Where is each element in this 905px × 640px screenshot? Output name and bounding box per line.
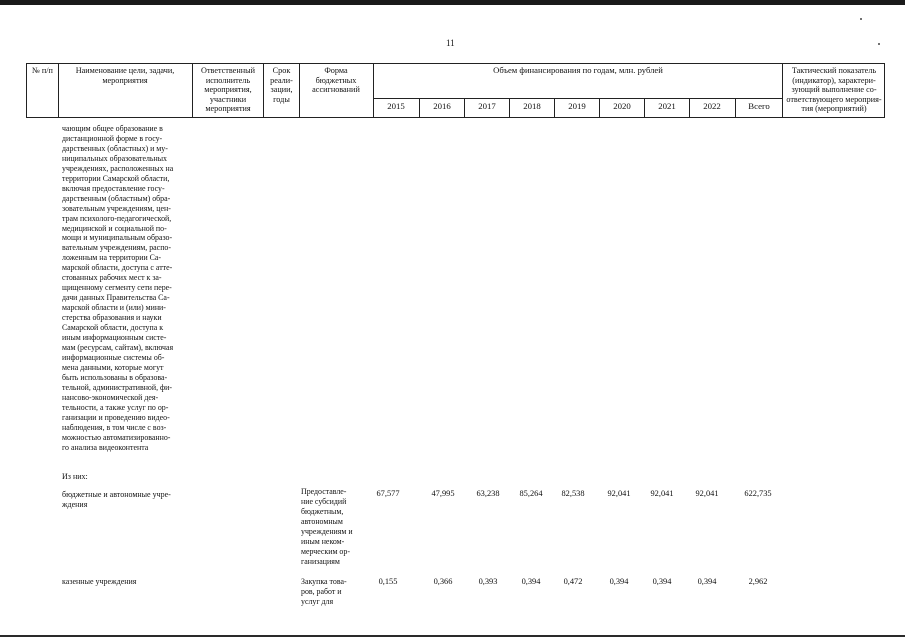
- top-scan-border: [0, 0, 905, 5]
- value-2016: 0,366: [433, 577, 453, 586]
- row-name: бюджетные и автономные учре- ждения: [62, 490, 171, 509]
- year-2017: 2017: [478, 101, 496, 111]
- row-form: Предоставле- ние субсидий бюджетным, автономным учреждениям и иным неком- мерческим ор- ганизациям: [301, 487, 353, 566]
- value-2019: 0,472: [563, 577, 583, 586]
- value-2017: 0,393: [478, 577, 498, 586]
- value-2021: 0,394: [652, 577, 672, 586]
- value-2016: 47,995: [431, 489, 455, 498]
- measure-description: чающим общее образование в дистанционной форме в госу- дарственных (областных) и му- ниципальных образовательных учреждениях, расположенных на территории Самарской области, включая предоставление госу- дарственным (областным) обра- зовательным учреждениям, цен- трам психолого-педагогической, медицинской и социальной по- мощи и муниципальным образо- вательным учреждениям, распо- ложенным на территории Са- марской области, доступа с атте- стованных рабочих мест к за- щищенному сегменту сети пере- дачи данных Правительства Са- марской области и (или) мини- стерства образования и науки Самарской области, доступа к иным информационным систе- мам (ресурсам, сайтам), включая информационные системы об- мена данными, которые могут быть использованы в образова- тельной, административной, фи- нансово-экономической дея- тельности, а также услуг по ор- ганизации и проведению видео- наблюдения, в том числе с воз- можностью автоматизированно- го анализа видеоконтента: [62, 124, 174, 452]
- value-2019: 82,538: [561, 489, 585, 498]
- header-name: Наименование цели, задачи, мероприятия: [75, 66, 175, 85]
- year-2019: 2019: [568, 101, 586, 111]
- value-total: 2,962: [748, 577, 768, 586]
- value-2018: 0,394: [521, 577, 541, 586]
- value-2020: 92,041: [607, 489, 631, 498]
- of-which-label: Из них:: [62, 472, 88, 481]
- value-2015: 0,155: [378, 577, 398, 586]
- year-2018: 2018: [523, 101, 541, 111]
- bottom-scan-border: [0, 635, 905, 637]
- header-form: Форма бюджетных ассигнований: [312, 66, 360, 95]
- year-2016: 2016: [433, 101, 451, 111]
- header-funding: Объем финансирования по годам, млн. рублей: [493, 65, 663, 75]
- value-2017: 63,238: [476, 489, 500, 498]
- scan-speck: [860, 18, 862, 20]
- row-form: Закупка това- ров, работ и услуг для: [301, 577, 347, 606]
- year-2015: 2015: [387, 101, 405, 111]
- year-2022: 2022: [703, 101, 721, 111]
- value-2015: 67,577: [376, 489, 400, 498]
- value-2021: 92,041: [650, 489, 674, 498]
- value-2020: 0,394: [609, 577, 629, 586]
- header-num: № п/п: [32, 66, 53, 75]
- scan-speck: [878, 43, 880, 45]
- header-executor: Ответственный исполнитель мероприятия, участники мероприятия: [201, 66, 255, 114]
- header-term: Срок реали-зации, годы: [270, 66, 293, 104]
- year-2021: 2021: [658, 101, 676, 111]
- value-2022: 0,394: [697, 577, 717, 586]
- value-total: 622,735: [744, 489, 772, 498]
- value-2018: 85,264: [519, 489, 543, 498]
- year-total: Всего: [748, 101, 770, 111]
- page-number: 11: [446, 38, 455, 48]
- header-indicator: Тактический показатель (индикатор), характери-зующий выполнение со-ответствующего мероприя-тия (мероприятий): [786, 66, 882, 114]
- value-2022: 92,041: [695, 489, 719, 498]
- row-name: казенные учреждения: [62, 577, 137, 586]
- year-2020: 2020: [613, 101, 631, 111]
